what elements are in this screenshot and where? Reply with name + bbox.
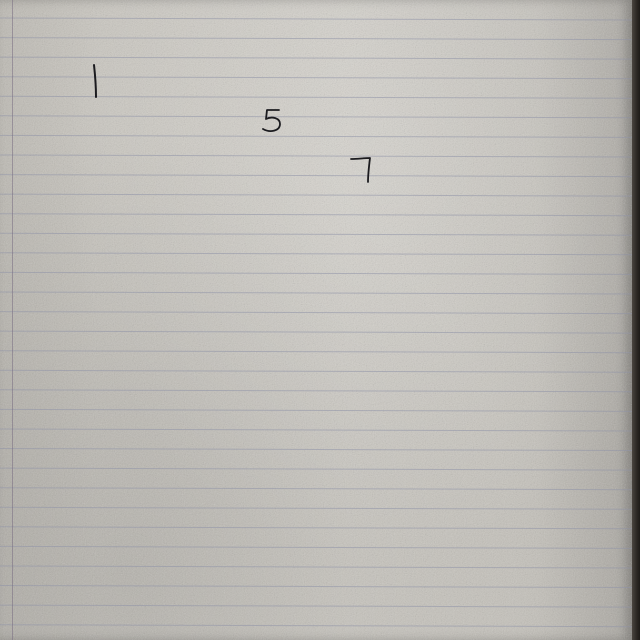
ruled-line	[0, 605, 632, 607]
ruled-line	[0, 292, 632, 294]
ruled-line	[0, 233, 632, 235]
ruled-line	[0, 331, 632, 333]
ruled-line	[0, 351, 632, 353]
ruled-line	[0, 175, 632, 177]
ruled-line	[0, 272, 632, 274]
ruled-line	[0, 370, 632, 372]
ruled-line	[0, 527, 632, 529]
ruled-line	[0, 390, 632, 392]
ruled-line	[0, 116, 632, 118]
ruled-line	[0, 194, 632, 196]
ruled-line	[0, 468, 632, 470]
dark-surface-edge	[632, 0, 640, 640]
ruled-line	[0, 546, 632, 548]
ruled-line	[0, 38, 632, 40]
ruled-line	[0, 253, 632, 255]
ruled-line	[0, 488, 632, 490]
ruled-line	[0, 566, 632, 568]
margin-line	[12, 0, 13, 640]
ruled-line	[0, 409, 632, 411]
ruled-line	[0, 625, 632, 627]
digit-one-stroke	[88, 62, 102, 102]
ruled-line	[0, 135, 632, 137]
ruled-line	[0, 312, 632, 314]
ruled-line	[0, 586, 632, 588]
ruled-line	[0, 429, 632, 431]
digit-seven-stroke	[348, 154, 378, 186]
ruled-line	[0, 18, 632, 20]
ruled-line	[0, 449, 632, 451]
digit-five-stroke	[258, 106, 288, 136]
ruled-line	[0, 507, 632, 509]
ruled-line	[0, 214, 632, 216]
ruled-line	[0, 155, 632, 157]
